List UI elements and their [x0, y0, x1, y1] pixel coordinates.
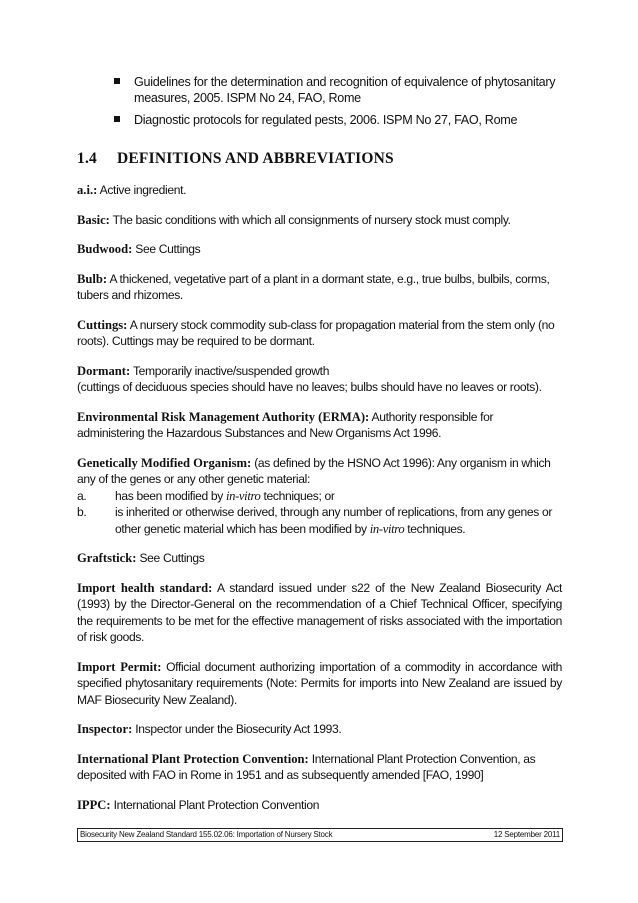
definition-term: Basic:	[77, 212, 110, 227]
list-item	[114, 112, 584, 128]
subitem-text	[115, 488, 562, 505]
definition-term: Import health standard:	[77, 580, 213, 595]
definition-term: Bulb:	[77, 271, 108, 286]
subitem-text-part: has been modified by	[115, 488, 226, 503]
definition-cuttings	[77, 317, 562, 350]
subitem-label: b.	[77, 505, 87, 519]
subitem-text-part: techniques.	[404, 521, 466, 536]
definition-term: Cuttings:	[77, 317, 128, 332]
definition-import-permit	[77, 659, 562, 709]
list-item-text: Diagnostic protocols for regulated pests, 2006. ISPM No 27, FAO, Rome	[134, 113, 518, 127]
definition-text: The basic conditions with which all consignments of nursery stock must comply.	[109, 212, 511, 227]
definition-term: Dormant:	[77, 363, 131, 378]
definition-inspector	[77, 721, 562, 738]
definition-text: Authority responsible for administering the Hazardous Substances and New Organisms Act 1996.	[77, 409, 494, 440]
in-vitro-term: in-vitro	[225, 488, 261, 503]
definition-term: International Plant Protection Convention:	[77, 751, 309, 766]
definition-text: See Cuttings	[136, 551, 205, 565]
definition-text: A thickened, vegetative part of a plant in a dormant state, e.g., true bulbs, bulbils, corms, tubers and rhizomes.	[77, 271, 550, 302]
definition-note: (cuttings of deciduous species should have no leaves; bulbs should have no leaves or roots).	[77, 380, 542, 394]
definition-term: IPPC:	[77, 797, 111, 812]
definition-erma	[77, 409, 562, 442]
definition-text: Temporarily inactive/suspended growth	[130, 363, 330, 378]
definition-budwood	[77, 241, 562, 258]
definition-text: A nursery stock commodity sub-class for propagation material from the stem only (no roots). Cuttings may be required to be dormant.	[77, 317, 555, 348]
definition-gmo	[77, 455, 562, 538]
subitem-label: a.	[77, 488, 87, 503]
footer-date: 12 September 2011	[493, 830, 560, 839]
section-heading	[77, 150, 394, 168]
definition-text: See Cuttings	[132, 242, 201, 256]
definition-term: Import Permit:	[77, 659, 162, 674]
definition-text: A standard issued under s22 of the New Zealand Biosecurity Act (1993) by the Director-General on the recommendation of a Chief Technical Officer, specifying the requirements to be met for the effective management of risks associated with the importation of risk goods.	[77, 580, 562, 644]
definition-term: Budwood:	[77, 242, 133, 256]
square-bullet-icon	[114, 116, 120, 122]
definition-dormant	[77, 363, 562, 396]
definition-term: a.i.:	[77, 183, 98, 197]
square-bullet-icon	[114, 78, 120, 84]
definition-text: International Plant Protection Convention	[110, 797, 320, 812]
definition-term: Inspector:	[77, 722, 133, 736]
page-footer	[77, 828, 563, 842]
definition-text: Active ingredient.	[97, 183, 187, 197]
definition-text: Inspector under the Biosecurity Act 1993.	[132, 722, 342, 736]
definition-text: (as defined by the HSNO Act 1996): Any organism in which any of the genes or any other genetic material:	[77, 455, 551, 486]
footer-document-title: Biosecurity New Zealand Standard 155.02.06: Importation of Nursery Stock	[80, 830, 333, 839]
definition-term: Graftstick:	[77, 551, 137, 565]
definition-basic	[77, 212, 562, 229]
definition-term: Genetically Modified Organism:	[77, 455, 252, 470]
definition-text: International Plant Protection Convention, as deposited with FAO in Rome in 1951 and as subsequently amended [FAO, 1990]	[77, 751, 536, 782]
definition-subitem-a	[77, 488, 562, 505]
definitions-list	[77, 182, 562, 826]
definition-ippc	[77, 797, 562, 814]
definition-import-health-standard	[77, 580, 562, 646]
definition-graftstick	[77, 550, 562, 567]
list-item-text: Guidelines for the determination and recognition of equivalence of phytosanitary measures, 2005. ISPM No 24, FAO, Rome	[134, 75, 556, 105]
reference-list	[114, 74, 584, 134]
subitem-text-part: techniques; or	[260, 488, 335, 503]
list-item	[114, 74, 584, 106]
definition-subitem-b	[77, 504, 562, 537]
definition-bulb	[77, 271, 562, 304]
subitem-text	[115, 504, 562, 537]
definition-term: Environmental Risk Management Authority (ERMA):	[77, 409, 370, 424]
subitem-text-part: is inherited or otherwise derived, through any number of replications, from any genes or other genetic material which has been modified by	[115, 505, 553, 536]
in-vitro-term: in-vitro	[369, 521, 405, 536]
definition-intro	[77, 455, 562, 488]
definition-ai	[77, 182, 562, 199]
section-number: 1.4	[77, 150, 97, 167]
definition-text: Official document authorizing importation of a commodity in accordance with specified phytosanitary requirements (Note: Permits for imports into New Zealand are issued by MAF Biosecurity New Zealand).	[77, 659, 563, 707]
definition-ippc-convention	[77, 751, 562, 784]
section-title: DEFINITIONS AND ABBREVIATIONS	[117, 150, 394, 167]
